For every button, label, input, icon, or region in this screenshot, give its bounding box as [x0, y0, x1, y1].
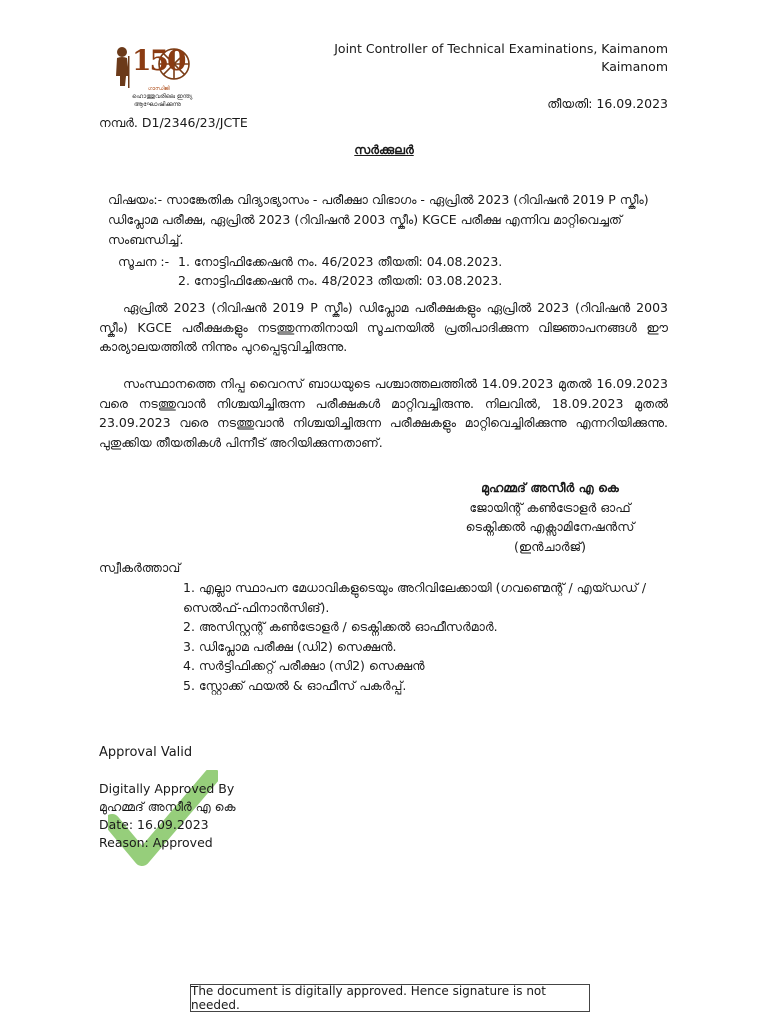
document-date: തീയതി: 16.09.2023: [547, 96, 668, 111]
reference-item: 2. നോട്ടിഫിക്കേഷൻ നം. 48/2023 തീയതി: 03.08.2023.: [178, 273, 503, 288]
signature-block: [400, 478, 700, 556]
logo-numeral: 150: [132, 44, 185, 77]
approval-reason: Reason: Approved: [99, 835, 213, 850]
recipient-item: 1. എല്ലാ സ്ഥാപന മേധാവികളുടെയും അറിവിലേക്കായി (ഗവണ്മെന്റ് / എയ്ഡഡ് / സെൽഫ്-ഫിനാൻസിങ്).: [183, 580, 647, 615]
logo-caption-1: ഗാന്ധിജി: [148, 86, 170, 92]
recipients-title: സ്വീകർത്താവ്: [99, 560, 181, 575]
signatory-name: മുഹമ്മദ് അസീർ എ കെ: [481, 480, 619, 495]
signatory-designation: ടെക്നിക്കൽ എക്സാമിനേഷൻസ്: [465, 519, 635, 534]
digital-approval-block: [99, 780, 236, 852]
document-title: സർക്കുലർ: [354, 142, 414, 157]
recipients-list: [183, 578, 683, 695]
approval-line: Digitally Approved By: [99, 781, 235, 796]
reference-item: 1. നോട്ടിഫിക്കേഷൻ നം. 46/2023 തീയതി: 04.08.2023.: [178, 254, 503, 269]
body-paragraph: സംസ്ഥാനത്തെ നിപ്പ വൈറസ് ബാധയുടെ പശ്ചാത്തലത്തിൽ 14.09.2023 മുതൽ 16.09.2023 വരെ നടത്തുവാൻ നിശ്ചയിച്ചിരുന്ന പരീക്ഷകൾ മാറ്റിവച്ചിരുന്നു. നിലവിൽ, 18.09.2023 മുതൽ 23.09.2023 വരെ നടത്തുവാൻ നിശ്ചയിച്ചിരുന്ന പരീക്ഷകളും മാറ്റിവെച്ചിരിക്കുന്നു എന്നറിയിക്കുന്നു. പുതുക്കിയ തീയതികൾ പിന്നീട് അറിയിക്കുന്നതാണ്.: [99, 376, 668, 450]
logo-caption-2: ഹൊത്തുവരിലെ ഇന്ത്യ: [132, 93, 193, 100]
body-paragraph: ഏപ്രിൽ 2023 (റിവിഷൻ 2019 P സ്കീം) ഡിപ്ലോമ പരീക്ഷകളും ഏപ്രിൽ 2023 (റിവിഷൻ 2003 സ്കീം) KGCE പരീക്ഷകളും നടത്തുന്നതിനായി സൂചനയിൽ പ്രതിപാദിക്കുന്ന വിജ്ഞാപനങ്ങൾ ഈ കാര്യാലയത്തിൽ നിന്നും പുറപ്പെടുവിച്ചിരുന്നു.: [99, 300, 668, 354]
reference-number: നമ്പർ. D1/2346/23/JCTE: [99, 115, 248, 130]
recipient-item: 2. അസിസ്റ്റന്റ് കൺട്രോളർ / ടെക്നിക്കൽ ഓഫീസർമാർ.: [183, 619, 498, 634]
footer-note: The document is digitally approved. Hence signature is not needed.: [191, 984, 546, 1012]
reference-label: സൂചന :-: [118, 254, 170, 269]
signatory-designation: ജോയിന്റ് കൺട്രോളർ ഓഫ്: [469, 499, 631, 515]
logo-caption-3: ആഘോഷിക്കുന്നു: [134, 101, 181, 108]
reference-block: [118, 252, 502, 290]
footer-note-box: [190, 984, 590, 1012]
approver-name: മുഹമ്മദ് അസീർ എ കെ: [99, 799, 236, 814]
gandhi-150-logo: [108, 42, 204, 112]
recipient-item: 3. ഡിപ്ലോമ പരീക്ഷ (ഡി2) സെക്ഷൻ.: [183, 638, 397, 654]
subject-text: വിഷയം:- സാങ്കേതിക വിദ്യാഭ്യാസം - പരീക്ഷാ വിഭാഗം - ഏപ്രിൽ 2023 (റിവിഷൻ 2019 P സ്കീം) ഡിപ്ലോമ പരീക്ഷ, ഏപ്രിൽ 2023 (റിവിഷൻ 2003 സ്കീം) KGCE പരീക്ഷ എന്നിവ മാറ്റിവെച്ചത് സംബന്ധിച്ച്.: [108, 192, 649, 247]
signatory-designation: (ഇൻചാർജ്): [514, 538, 586, 554]
recipient-item: 5. സ്റ്റോക്ക് ഫയൽ & ഓഫീസ് പകർപ്പ്.: [183, 677, 407, 693]
recipient-item: 4. സർട്ടിഫിക്കറ്റ് പരീക്ഷാ (സി2) സെക്ഷൻ: [183, 658, 425, 673]
approval-date: Date: 16.09.2023: [99, 817, 209, 832]
office-location: Kaimanom: [601, 59, 668, 74]
office-name: Joint Controller of Technical Examinations, Kaimanom: [334, 41, 668, 56]
gandhi-silhouette-icon: [116, 47, 130, 88]
approval-status: Approval Valid: [99, 745, 193, 760]
